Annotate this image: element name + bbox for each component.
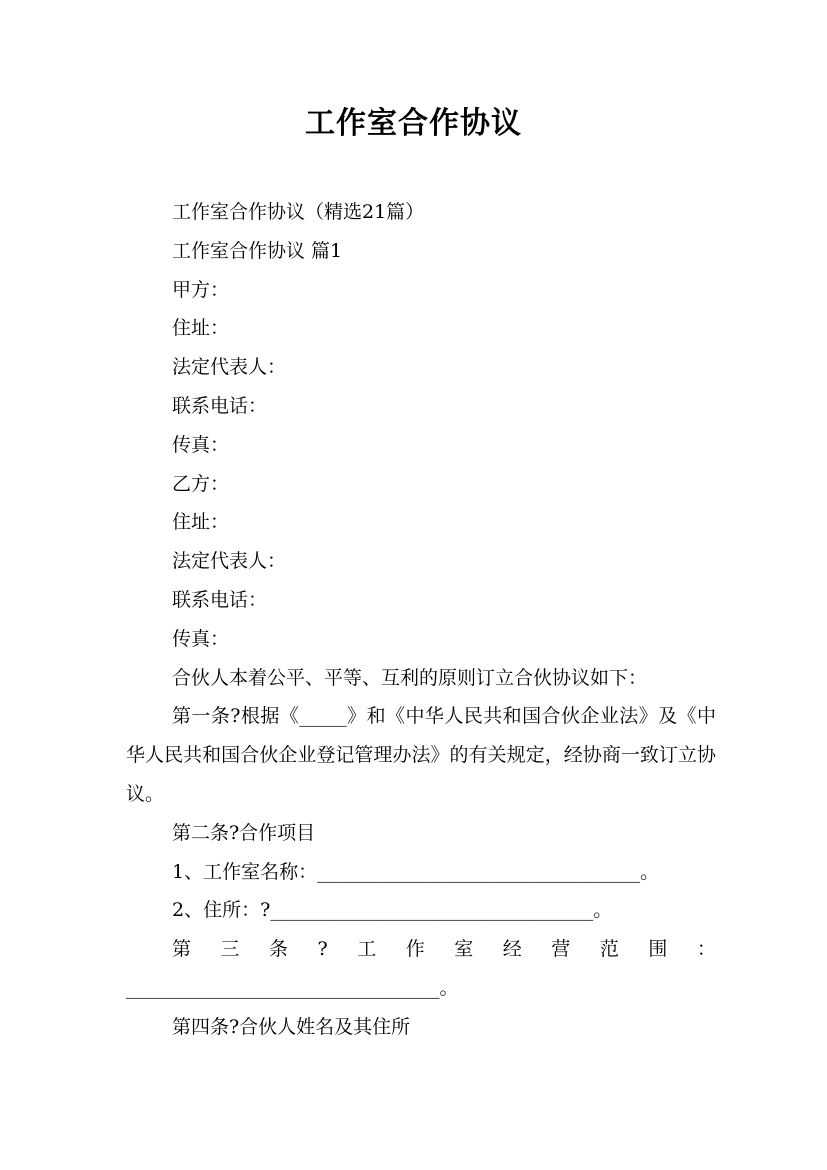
- article-4-heading: 第四条?合伙人姓名及其住所: [172, 1015, 411, 1038]
- article-2-heading: 第二条?合作项目: [172, 821, 316, 844]
- preamble-paragraph: 合伙人本着公平、平等、互利的原则订立合伙协议如下：: [172, 666, 648, 689]
- article-3-blank-line: _________________________________。: [126, 976, 459, 999]
- document-title: 工作室合作协议: [305, 106, 522, 141]
- studio-address-line: 2、住所：?__________________________________。: [172, 899, 613, 922]
- party-a-label: 甲方：: [172, 278, 230, 301]
- article-3-heading: [126, 930, 716, 969]
- subtitle-line: 工作室合作协议（精选21篇）: [172, 201, 425, 223]
- article-3-char: ：: [696, 938, 716, 961]
- party-b-legal-rep: 法定代表人：: [172, 550, 287, 573]
- document-body: [126, 193, 716, 1047]
- article-1-paragraph: 第一条?根据《_____》和《中华人民共和国合伙企业法》及《中华人民共和国合伙企业登记管理办法》的有关规定，经协商一致订立协议。: [126, 705, 716, 805]
- party-a-legal-rep: 法定代表人：: [172, 356, 287, 379]
- article-3-char: 条: [269, 938, 289, 961]
- article-3-char: ?: [317, 938, 328, 961]
- party-b-address: 住址：: [172, 511, 230, 534]
- article-3-char: 作: [405, 938, 425, 961]
- article-3-char: 经: [502, 938, 522, 961]
- article-3-char: 营: [551, 938, 571, 961]
- article-3-char: 工: [357, 938, 377, 961]
- party-b-phone: 联系电话：: [172, 588, 268, 611]
- article-3-char: 围: [648, 938, 668, 961]
- party-b-label: 乙方：: [172, 472, 230, 495]
- article-3-char: 范: [599, 938, 619, 961]
- party-a-address: 住址：: [172, 317, 230, 340]
- studio-name-line: 1、工作室名称：__________________________________。: [172, 860, 660, 883]
- article-3-char: 室: [454, 938, 474, 961]
- section-heading: 工作室合作协议 篇1: [172, 239, 343, 262]
- article-3-char: 第: [172, 938, 192, 961]
- party-a-fax: 传真：: [172, 433, 230, 456]
- party-a-phone: 联系电话：: [172, 394, 268, 417]
- article-3-char: 三: [220, 938, 240, 961]
- party-b-fax: 传真：: [172, 627, 230, 650]
